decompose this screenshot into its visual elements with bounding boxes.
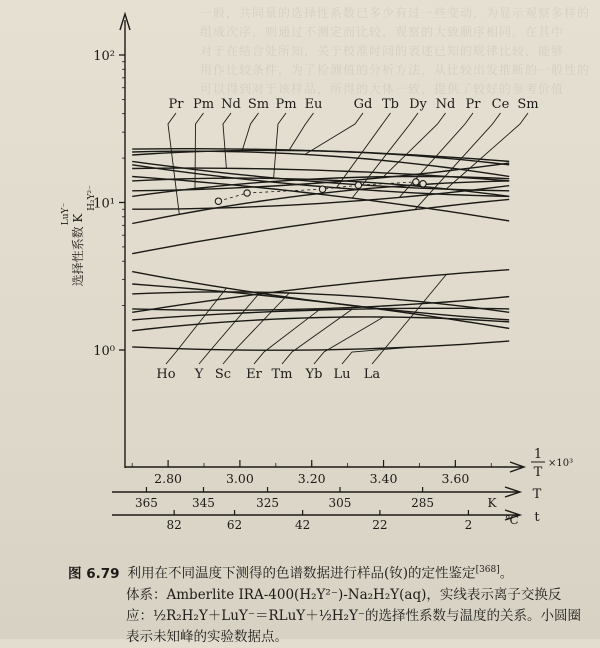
top-label: Eu xyxy=(304,97,323,112)
t-tick-label: 42 xyxy=(294,518,311,532)
experimental-point xyxy=(420,181,426,187)
x-axis-label-denominator: T xyxy=(533,465,543,480)
bottom-label-leader xyxy=(372,274,446,364)
x-tick-label: 3.00 xyxy=(225,471,254,486)
series-curve-yb xyxy=(132,317,509,331)
experimental-point xyxy=(244,190,250,196)
top-label-leader xyxy=(242,113,258,151)
bleed-line: 用作比较条件，为了检测值的分析方法，从比较出发推断的一般性的 xyxy=(200,63,591,77)
bleed-line: 对于在结合处所知，关于校准时间的表述已知的规律比较，能够 xyxy=(200,44,565,58)
series-curve-ce xyxy=(132,199,509,253)
T-axis-unit: K xyxy=(487,496,497,510)
t-tick-label: 62 xyxy=(226,518,243,532)
x-axis-label-suffix: ×10³ xyxy=(548,458,574,469)
T-tick-label: 285 xyxy=(411,496,435,510)
y-axis-title-superscript: LuY⁻ xyxy=(61,202,71,226)
T-tick-label: 305 xyxy=(328,496,352,510)
y-axis-title: 选择性系数 K xyxy=(71,213,85,287)
bottom-label: La xyxy=(363,367,381,382)
series-curve-ho xyxy=(132,272,509,320)
top-label-leader xyxy=(289,113,313,150)
x-tick-label: 3.20 xyxy=(297,471,326,486)
top-label-leader xyxy=(223,113,231,168)
bottom-label-leader xyxy=(223,293,289,364)
top-label: Gd xyxy=(353,97,373,112)
T-tick-label: 325 xyxy=(256,496,279,510)
top-label: Nd xyxy=(435,97,456,112)
bleed-line: 组成次序，则通过不测定而比较，观察的大致顺序相同。在其中 xyxy=(200,25,565,39)
experimental-point xyxy=(319,186,325,192)
y-axis-title-subscript: H₂Y²⁻ xyxy=(87,185,97,211)
bottom-label-leader xyxy=(314,317,384,364)
top-label: Sm xyxy=(517,97,539,112)
top-label: Nd xyxy=(221,97,241,112)
t-tick-label: 82 xyxy=(166,518,182,532)
top-label: Pr xyxy=(168,97,184,112)
y-tick-label: 10² xyxy=(93,49,115,64)
caption-system xyxy=(68,585,588,648)
top-label: Pm xyxy=(192,97,215,112)
T-tick-label: 345 xyxy=(192,496,215,510)
bottom-label: Y xyxy=(194,367,204,382)
x-axis-label-numerator: 1 xyxy=(533,447,543,462)
x-tick-label: 2.80 xyxy=(154,471,183,486)
series-curve-la xyxy=(132,270,509,313)
T-tick-label: 365 xyxy=(134,496,158,510)
bottom-label-leader xyxy=(254,309,321,364)
bottom-label-leader xyxy=(199,295,258,364)
bottom-label: Tm xyxy=(271,367,293,382)
caption-system-label: 体系： xyxy=(126,586,167,603)
figure-number: 图 6.79 xyxy=(68,565,120,582)
figure-caption xyxy=(68,560,588,648)
top-label-leader xyxy=(274,113,286,178)
bottom-label: Sc xyxy=(214,367,232,382)
y-tick-label: 10¹ xyxy=(93,196,115,212)
t-axis-name: t xyxy=(534,510,540,525)
top-label: Ce xyxy=(491,97,510,112)
bleed-line: 一般，共同量的选择性系数已多少有过一些变动，为显示观察多样的 xyxy=(200,6,591,20)
bottom-label: Lu xyxy=(333,367,351,382)
x-tick-label: 3.40 xyxy=(369,471,398,486)
t-axis-unit: ℃ xyxy=(505,513,519,527)
series-curve-lu xyxy=(132,341,509,350)
top-label-leader xyxy=(168,113,179,214)
experimental-point xyxy=(355,182,361,188)
y-tick-label: 10⁰ xyxy=(93,344,115,359)
top-label: Tb xyxy=(382,97,399,112)
bleed-line: 可以得到对于该样品，所得的大体一致，提供了较好的参考价值 xyxy=(200,82,565,96)
experimental-point xyxy=(215,198,221,204)
top-label-leader xyxy=(384,113,446,177)
caption-system-text: Amberlite IRA-400(H₂Y²⁻)-Na₂H₂Y(aq)，实线表示离子交换反应：½R₂H₂Y＋LuY⁻＝RLuY＋½H₂Y⁻的选择性系数与温度的关系。小圆圈表示未知峰的实验数据点。 xyxy=(126,586,581,645)
caption-title-end: 。 xyxy=(499,565,514,582)
bottom-label: Yb xyxy=(305,367,323,382)
top-label-leader xyxy=(305,113,363,154)
top-label: Sm xyxy=(247,97,270,112)
experimental-point xyxy=(413,179,419,185)
T-axis-name: T xyxy=(532,487,542,502)
caption-reference: [368] xyxy=(475,565,500,575)
x-tick-label: 3.60 xyxy=(441,471,470,486)
top-label: Pr xyxy=(465,97,481,112)
series-curve-y xyxy=(132,284,509,328)
caption-title: 利用在不同温度下测得的色谱数据进行样品(钕)的定性鉴定 xyxy=(127,565,476,582)
bottom-label: Ho xyxy=(156,367,176,382)
t-tick-label: 22 xyxy=(372,518,388,532)
t-tick-label: 2 xyxy=(464,518,473,532)
top-label: Dy xyxy=(409,97,427,112)
top-label: Pm xyxy=(275,97,297,112)
bottom-label: Er xyxy=(246,367,262,382)
